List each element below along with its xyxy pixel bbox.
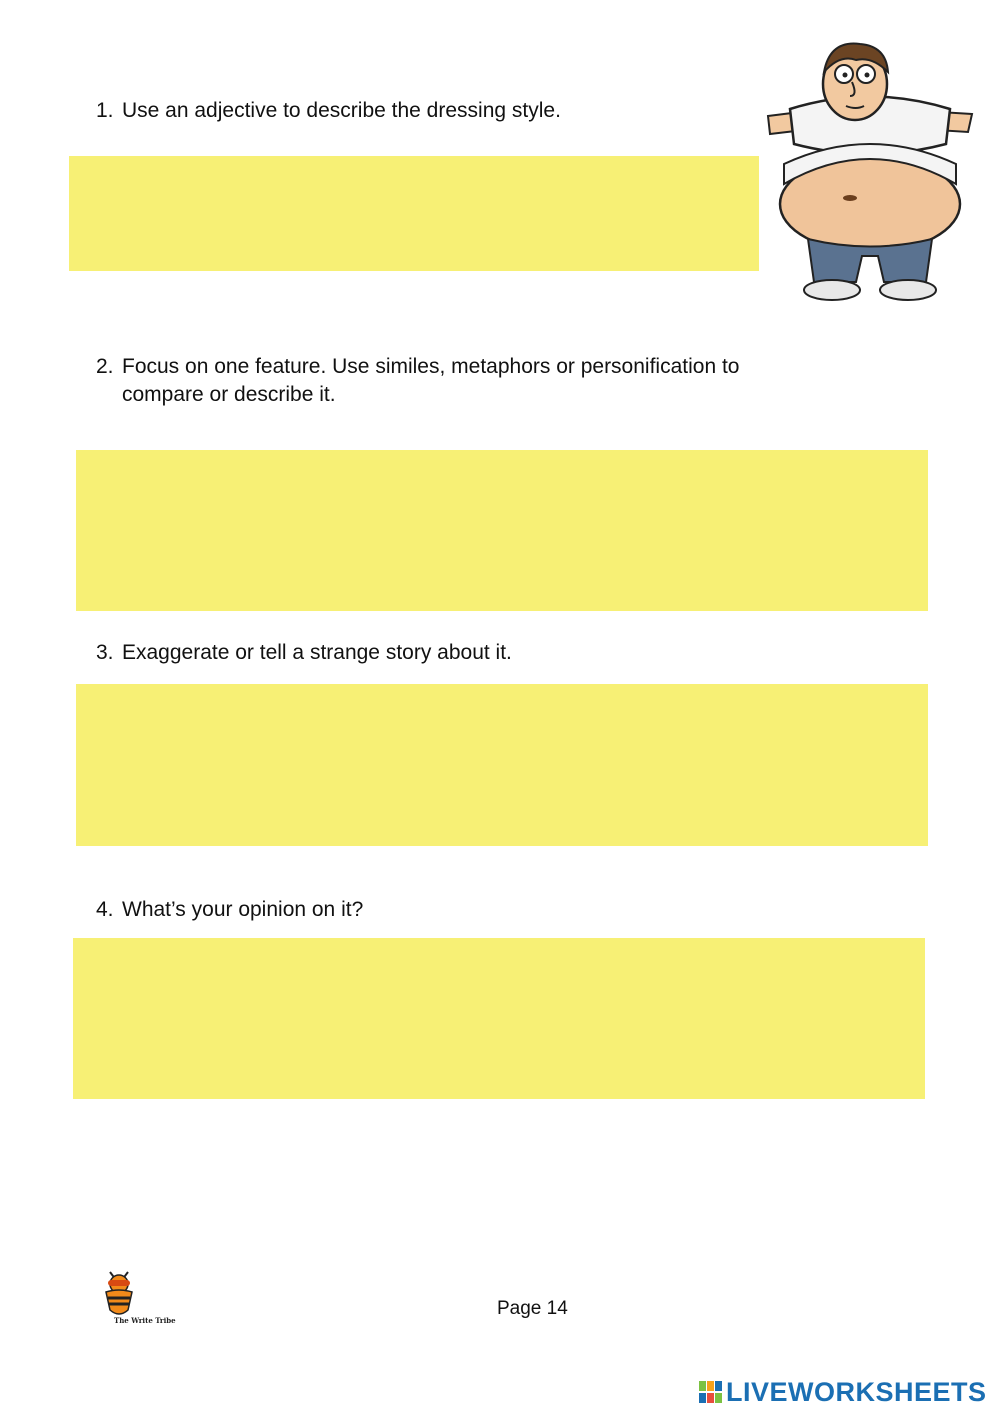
brand-text: LIVEWORKSHEETS <box>726 1376 987 1407</box>
question-number: 2. <box>96 355 114 378</box>
bee-logo <box>96 1266 188 1328</box>
question-number: 1. <box>96 99 114 122</box>
answer-box-2[interactable] <box>76 450 928 611</box>
liveworksheets-logo-icon <box>698 1380 724 1404</box>
question-text: Use an adjective to describe the dressing style. <box>122 99 561 122</box>
question-3 <box>96 639 512 667</box>
question-text: What’s your opinion on it? <box>122 898 364 921</box>
question-2 <box>96 353 739 409</box>
question-text-line-1: Focus on one feature. Use similes, metaphors or personification to <box>122 355 740 378</box>
answer-box-4[interactable] <box>73 938 925 1099</box>
bee-icon <box>96 1266 146 1318</box>
question-4 <box>96 896 363 924</box>
question-number: 4. <box>96 898 114 921</box>
question-text <box>122 353 739 409</box>
question-text: Exaggerate or tell a strange story about it. <box>122 641 512 664</box>
answer-box-3[interactable] <box>76 684 928 846</box>
logo-caption: The Write Tribe <box>114 1316 176 1325</box>
cartoon-boy-illustration <box>760 34 980 306</box>
liveworksheets-brand <box>698 1377 987 1407</box>
question-text-line-2: compare or describe it. <box>122 383 336 406</box>
page-number: Page 14 <box>497 1298 568 1319</box>
answer-box-1[interactable] <box>69 156 759 271</box>
question-number: 3. <box>96 641 114 664</box>
question-1 <box>96 97 561 125</box>
